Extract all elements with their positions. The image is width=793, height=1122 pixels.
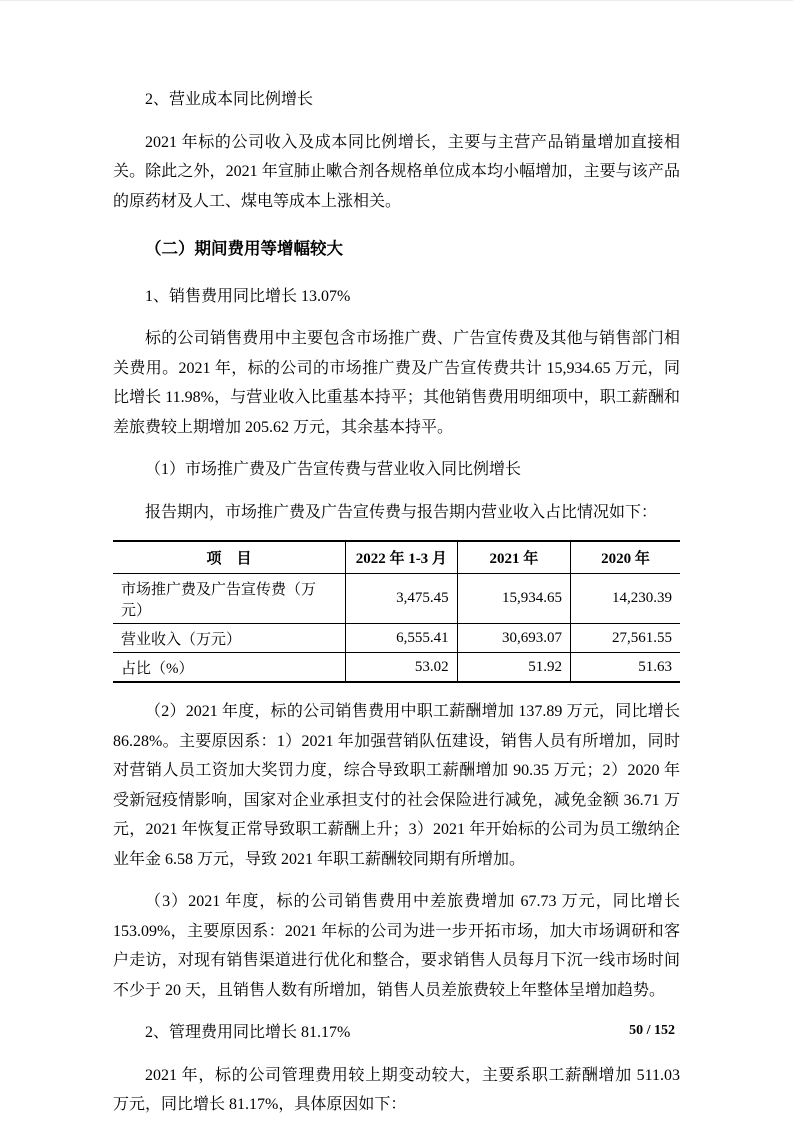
table-cell-value: 27,561.55	[571, 624, 680, 653]
table-cell-value: 14,230.39	[571, 574, 680, 624]
section-heading-period-expenses: （二）期间费用等增幅较大	[145, 239, 343, 258]
table-cell-label: 营业收入（万元）	[113, 624, 345, 653]
table-cell-value: 51.63	[638, 658, 672, 675]
table-cell-label: 占比（%）	[113, 653, 345, 683]
sub-item-market-promotion-heading: （1）市场推广费及广告宣传费与营业收入同比例增长	[145, 461, 522, 478]
table-row-promotion-fee	[113, 574, 680, 624]
paragraph-admin-expense: 2021 年，标的公司管理费用较上期变动较大，主要系职工薪酬增加 511.03 万元，同比增长 81.17%，具体原因如下：	[113, 1066, 680, 1113]
item-admin-expense-heading: 2、管理费用同比增长 81.17%	[145, 1024, 351, 1041]
table-cell-value: 15,934.65	[457, 574, 570, 624]
table-row-ratio	[113, 653, 680, 683]
table-header-row	[113, 541, 680, 574]
item-selling-expense-heading: 1、销售费用同比增长 13.07%	[145, 287, 351, 305]
paragraph-travel-expense-increase: （3）2021 年度，标的公司销售费用中差旅费增加 67.73 万元，同比增长 153.09%，主要原因系：2021 年标的公司为进一步开拓市场，加大市场调研和客户走访，对现有销售渠道进行优化和整合，要求销售人员每月下沉一线市场时间不少于 20 天，且销售人数有所增加，销售人员差旅费较上年整体呈增加趋势。	[113, 893, 680, 999]
paragraph-staff-salary-increase: （2）2021 年度，标的公司销售费用中职工薪酬增加 137.89 万元，同比增长 86.28%。主要原因系：1）2021 年加强营销队伍建设，销售人员有所增加，同时对营销人员工资加大奖罚力度，综合导致职工薪酬增加 90.35 万元；2）2020 年受新冠疫情影响，国家对企业承担支付的社会保险进行减免，减免金额 36.71 万元，2021 年恢复正常导致职工薪酬上升；3）2021 年开始标的公司为员工缴纳企业年金 6.58 万元，导致 2021 年职工薪酬较同期有所增加。	[113, 703, 680, 868]
table-cell-value: 53.02	[345, 653, 457, 683]
table-cell-value: 30,693.07	[457, 624, 570, 653]
item-cost-growth-heading: 2、营业成本同比例增长	[145, 91, 314, 108]
table-cell-value: 51.92	[457, 653, 570, 683]
paragraph-cost-growth: 2021 年标的公司收入及成本同比例增长，主要与主营产品销量增加直接相关。除此之外，2021 年宣肺止嗽合剂各规格单位成本均小幅增加，主要与该产品的原药材及人工、煤电等成本上涨相关。	[113, 133, 680, 210]
document-content	[113, 85, 680, 1122]
table-row-revenue	[113, 624, 680, 653]
table-header-item: 项 目	[113, 541, 345, 574]
table-cell-value: 3,475.45	[345, 574, 457, 624]
table-header-2022q1: 2022 年 1-3 月	[345, 541, 457, 574]
page-number: 50 / 152	[629, 1023, 675, 1038]
table-header-2020: 2020 年	[571, 541, 680, 574]
paragraph-selling-expense: 标的公司销售费用中主要包含市场推广费、广告宣传费及其他与销售部门相关费用。2021 年，标的公司的市场推广费及广告宣传费共计 15,934.65 万元，同比增长 11.98%，与营业收入比重基本持平；其他销售费用明细项中，职工薪酬和差旅费较上期增加 205.62 万元，其余基本持平。	[113, 330, 680, 436]
table-cell-label: 市场推广费及广告宣传费（万元）	[113, 574, 345, 624]
paragraph-table-intro: 报告期内，市场推广费及广告宣传费与报告期内营业收入占比情况如下：	[145, 503, 658, 521]
table-cell-value: 6,555.41	[345, 624, 457, 653]
table-header-2021: 2021 年	[457, 541, 570, 574]
promotion-fee-revenue-table	[113, 540, 680, 683]
